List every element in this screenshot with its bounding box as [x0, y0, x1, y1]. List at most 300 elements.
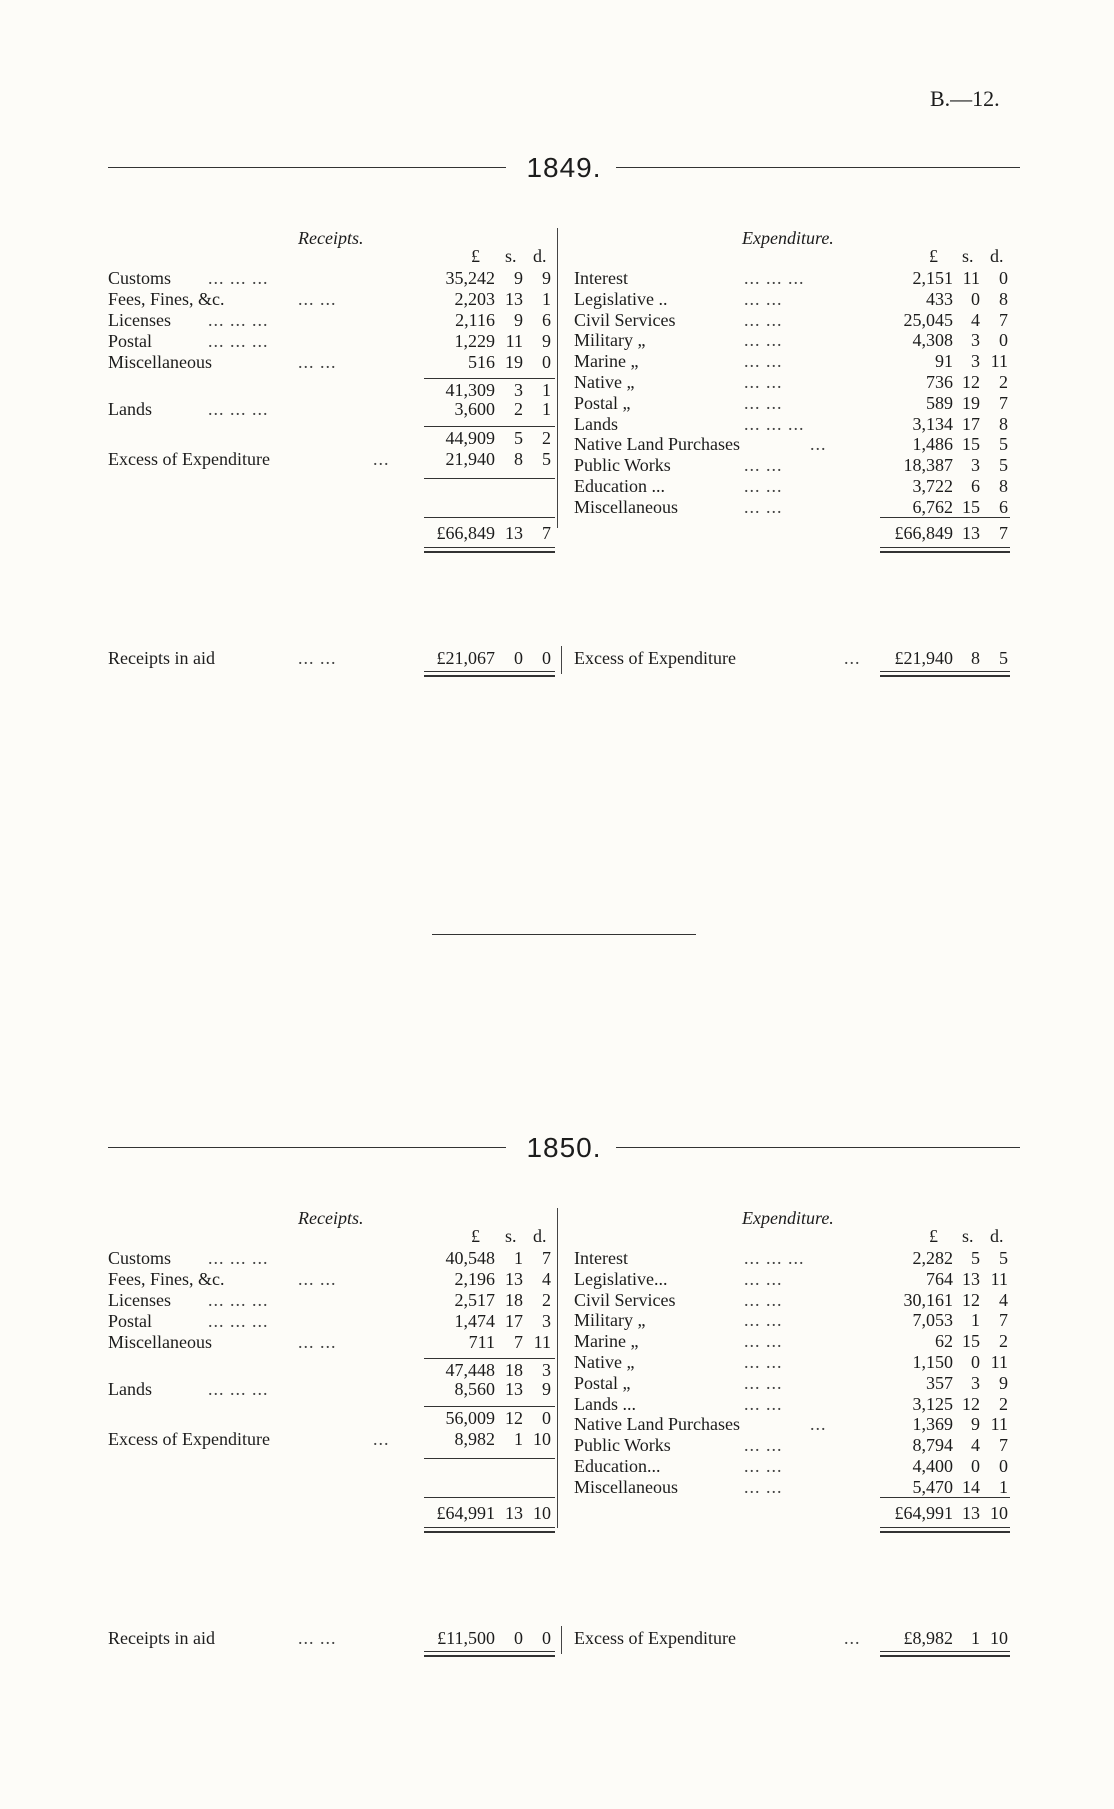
expenditure-amount-pounds: 433	[926, 288, 953, 309]
receipt-label: Lands	[108, 399, 152, 419]
receipt-amount-pounds: 21,940	[445, 449, 495, 469]
expenditure-row	[574, 1414, 1020, 1435]
expenditure-row	[574, 1352, 1020, 1373]
receipt-row	[108, 331, 558, 352]
receipts-title: Receipts.	[298, 228, 364, 248]
receipt-amount-pounds: 8,560	[454, 1379, 495, 1399]
shilling-header: s.	[505, 246, 517, 266]
expenditure-row	[574, 1310, 1020, 1331]
receipt-label: Fees, Fines, &c.	[108, 1269, 225, 1289]
expenditure-amount-pence: 8	[999, 288, 1008, 309]
receipts-in-aid-row	[108, 1628, 558, 1649]
expenditure-amount-pence: 6	[999, 496, 1008, 517]
expenditure-amount-shillings: 9	[971, 1414, 980, 1435]
receipt-amount-shillings: 18	[505, 1290, 523, 1310]
expenditure-amount-pence: 5	[999, 1248, 1008, 1268]
receipts-title: Receipts.	[298, 1208, 364, 1228]
expenditure-label: Education ...	[574, 476, 665, 496]
subtotal-rule	[424, 378, 555, 379]
expenditure-amount-pounds: 589	[926, 392, 953, 413]
expenditure-row	[574, 1456, 1020, 1477]
receipt-row	[108, 1332, 558, 1353]
leader-dots: ... ...	[298, 1332, 337, 1352]
expenditure-amount-pence: 7	[999, 1435, 1008, 1456]
expenditure-amount-shillings: 3	[971, 1372, 980, 1393]
pence-header: d.	[990, 1226, 1004, 1246]
receipt-amount-shillings: 17	[505, 1311, 523, 1331]
expenditure-amount-shillings: 15	[962, 434, 980, 455]
receipt-label: Fees, Fines, &c.	[108, 289, 225, 309]
receipt-row	[108, 1379, 558, 1400]
subtotal-rule	[424, 1358, 555, 1359]
expenditure-amount-pence: 0	[999, 330, 1008, 351]
receipt-amount-shillings: 9	[514, 268, 523, 288]
receipt-amount-pence: 1	[542, 289, 551, 309]
subtotal-rule	[424, 1406, 555, 1407]
receipt-row	[108, 1248, 558, 1269]
money-header-expenditure	[108, 1226, 1020, 1247]
receipt-label: Postal	[108, 331, 153, 351]
leader-dots: ... ...	[744, 1268, 783, 1289]
expenditure-amount-pence: 7	[999, 1310, 1008, 1331]
leader-dots: ... ... ...	[208, 268, 269, 288]
receipt-amount-pence: 1	[542, 399, 551, 419]
expenditure-total	[574, 523, 1020, 544]
total-rule	[880, 517, 1010, 518]
expenditure-amount-pence: 2	[999, 1331, 1008, 1352]
expenditure-label: Legislative...	[574, 1268, 668, 1289]
receipt-amount-pounds: 2,517	[454, 1290, 495, 1310]
expenditure-amount-pounds: 2,282	[912, 1248, 953, 1268]
expenditure-amount-pounds: 764	[926, 1268, 953, 1289]
receipt-amount-pence: 11	[533, 1332, 551, 1352]
expenditure-row	[574, 351, 1020, 372]
excess-double-rule	[880, 671, 1010, 677]
expenditure-label: Civil Services	[574, 309, 676, 330]
leader-dots: ... ... ...	[208, 310, 269, 330]
expenditure-amount-shillings: 15	[962, 1331, 980, 1352]
pound-header: £	[471, 1226, 480, 1246]
leader-dots: ... ... ...	[744, 1248, 805, 1268]
expenditure-amount-pounds: 357	[926, 1372, 953, 1393]
receipts-total	[108, 1503, 558, 1524]
expenditure-total	[574, 1503, 1020, 1524]
receipts-total-amount-pence: 10	[533, 1503, 551, 1523]
money-header-expenditure	[108, 246, 1020, 267]
expenditure-amount-pounds: 3,125	[912, 1393, 953, 1414]
receipt-amount-shillings: 1	[514, 1248, 523, 1268]
excess-amount-pence: 10	[990, 1628, 1008, 1648]
receipts-total-amount-pence: 7	[542, 523, 551, 543]
receipt-row	[108, 310, 558, 331]
expenditure-row	[574, 268, 1020, 289]
receipt-amount-shillings: 12	[505, 1408, 523, 1428]
expenditure-amount-pounds: 1,369	[912, 1414, 953, 1435]
expenditure-amount-pounds: 8,794	[912, 1435, 953, 1456]
receipts-total-amount-shillings: 13	[505, 1503, 523, 1523]
excess-amount-pence: 5	[999, 648, 1008, 668]
expenditure-label: Native Land Purchases	[574, 434, 740, 455]
leader-dots: ... ...	[744, 309, 783, 330]
expenditure-amount-pounds: 4,400	[912, 1456, 953, 1476]
expenditure-amount-shillings: 15	[962, 496, 980, 517]
expenditure-label: Marine „	[574, 1331, 639, 1352]
receipt-row	[108, 1290, 558, 1311]
receipt-amount-pence: 9	[542, 331, 551, 351]
receipt-label: Postal	[108, 1311, 153, 1331]
expenditure-amount-shillings: 0	[971, 288, 980, 309]
leader-dots: ... ... ...	[208, 1379, 269, 1399]
expenditure-amount-pence: 5	[999, 434, 1008, 455]
subtotal-rule	[424, 1458, 555, 1459]
aid-divider	[561, 646, 562, 674]
aid-amount-pence: 0	[542, 1628, 551, 1648]
expenditure-label: Postal „	[574, 1372, 631, 1393]
leader-dots: ... ...	[298, 1269, 337, 1289]
receipt-amount-shillings: 2	[514, 399, 523, 419]
expenditure-row	[574, 1331, 1020, 1352]
leader-dots: ...	[810, 434, 827, 455]
page-reference: B.—12.	[930, 86, 1000, 111]
expenditure-label: Lands ...	[574, 1393, 636, 1414]
excess-label: Excess of Expenditure	[574, 1628, 736, 1648]
receipt-amount-pounds: 44,909	[445, 428, 495, 448]
aid-double-rule	[424, 671, 555, 677]
pound-header: £	[929, 1226, 938, 1246]
expenditure-amount-pounds: 62	[935, 1331, 953, 1352]
total-double-rule	[880, 547, 1010, 553]
receipt-row	[108, 289, 558, 310]
receipt-label: Miscellaneous	[108, 1332, 212, 1352]
expenditure-label: Lands	[574, 413, 618, 434]
expenditure-total-amount-shillings: 13	[962, 1503, 980, 1523]
receipt-amount-pounds: 40,548	[445, 1248, 495, 1268]
expenditure-amount-shillings: 6	[971, 476, 980, 496]
receipt-row	[108, 352, 558, 373]
expenditure-amount-shillings: 3	[971, 455, 980, 476]
expenditure-amount-pence: 11	[990, 351, 1008, 372]
aid-amount-pounds: £11,500	[437, 1628, 495, 1648]
receipt-amount-pounds: 1,474	[454, 1311, 495, 1331]
leader-dots: ...	[373, 449, 390, 469]
expenditure-amount-pounds: 736	[926, 372, 953, 392]
expenditure-row	[574, 1373, 1020, 1394]
receipt-row	[108, 1360, 558, 1381]
expenditure-row	[574, 434, 1020, 455]
expenditure-row	[574, 1269, 1020, 1290]
expenditure-row	[574, 289, 1020, 310]
total-rule	[424, 1497, 555, 1498]
receipts-in-aid-row	[108, 648, 558, 669]
year-title: 1849.	[526, 152, 602, 183]
year-heading-1	[108, 1128, 1020, 1168]
receipt-row	[108, 399, 558, 420]
expenditure-title: Expenditure.	[742, 228, 834, 248]
receipt-amount-pence: 3	[542, 1360, 551, 1380]
expenditure-amount-shillings: 17	[962, 413, 980, 434]
receipt-amount-shillings: 7	[514, 1332, 523, 1352]
total-double-rule	[880, 1527, 1010, 1533]
section-divider	[432, 934, 696, 935]
expenditure-amount-pence: 1	[999, 1476, 1008, 1497]
expenditure-row	[574, 1435, 1020, 1456]
receipt-amount-pounds: 35,242	[445, 268, 495, 288]
receipt-amount-pounds: 2,203	[454, 289, 495, 309]
receipt-row	[108, 449, 558, 470]
expenditure-row	[574, 497, 1020, 518]
receipt-label: Licenses	[108, 1290, 171, 1310]
expenditure-amount-pence: 5	[999, 455, 1008, 476]
receipt-amount-shillings: 18	[505, 1360, 523, 1380]
leader-dots: ... ...	[744, 330, 783, 351]
receipt-amount-shillings: 5	[514, 428, 523, 448]
expenditure-label: Military „	[574, 330, 646, 351]
leader-dots: ... ... ...	[208, 331, 269, 351]
receipt-row	[108, 268, 558, 289]
expenditure-amount-pounds: 3,134	[912, 413, 953, 434]
receipt-amount-shillings: 9	[514, 310, 523, 330]
pence-header: d.	[533, 1226, 547, 1246]
expenditure-amount-shillings: 12	[962, 1393, 980, 1414]
leader-dots: ... ... ...	[208, 1290, 269, 1310]
expenditure-row	[574, 476, 1020, 497]
expenditure-label: Civil Services	[574, 1289, 676, 1310]
receipt-amount-pounds: 516	[468, 352, 495, 372]
expenditure-label: Native „	[574, 1352, 635, 1372]
receipt-label: Excess of Expenditure	[108, 449, 270, 469]
expenditure-amount-pounds: 30,161	[903, 1289, 953, 1310]
expenditure-amount-pounds: 91	[935, 351, 953, 372]
expenditure-label: Education...	[574, 1456, 661, 1476]
expenditure-amount-shillings: 4	[971, 1435, 980, 1456]
expenditure-amount-shillings: 12	[962, 1289, 980, 1310]
receipt-row	[108, 1311, 558, 1332]
leader-dots: ... ...	[298, 1628, 337, 1648]
expenditure-amount-pounds: 25,045	[903, 309, 953, 330]
leader-dots: ... ...	[744, 1310, 783, 1331]
expenditure-amount-pence: 7	[999, 392, 1008, 413]
receipt-amount-pence: 3	[542, 1311, 551, 1331]
leader-dots: ... ...	[744, 1393, 783, 1414]
receipt-row	[108, 1269, 558, 1290]
receipt-amount-pounds: 47,448	[445, 1360, 495, 1380]
receipt-amount-pence: 0	[542, 352, 551, 372]
receipt-amount-pence: 9	[542, 1379, 551, 1399]
aid-amount-shillings: 0	[514, 648, 523, 668]
expenditure-amount-shillings: 11	[962, 268, 980, 288]
expenditure-amount-shillings: 0	[971, 1352, 980, 1372]
expenditure-label: Miscellaneous	[574, 496, 678, 517]
expenditure-amount-pence: 8	[999, 476, 1008, 496]
receipt-amount-shillings: 13	[505, 1269, 523, 1289]
expenditure-amount-shillings: 13	[962, 1268, 980, 1289]
receipt-amount-pence: 5	[542, 449, 551, 469]
expenditure-row	[574, 1477, 1020, 1498]
expenditure-label: Native „	[574, 372, 635, 392]
shilling-header: s.	[505, 1226, 517, 1246]
receipt-amount-shillings: 1	[514, 1429, 523, 1449]
expenditure-amount-pounds: 6,762	[912, 496, 953, 517]
expenditure-row	[574, 393, 1020, 414]
aid-label: Receipts in aid	[108, 1628, 215, 1648]
receipt-amount-pounds: 8,982	[454, 1429, 495, 1449]
expenditure-row	[574, 1394, 1020, 1415]
receipt-amount-pence: 0	[542, 1408, 551, 1428]
leader-dots: ... ...	[744, 476, 783, 496]
expenditure-label: Marine „	[574, 351, 639, 372]
receipt-amount-pounds: 2,116	[455, 310, 495, 330]
pence-header: d.	[990, 246, 1004, 266]
expenditure-label: Interest	[574, 1248, 628, 1268]
expenditure-row	[574, 330, 1020, 351]
expenditure-label: Public Works	[574, 1435, 671, 1456]
receipt-amount-pence: 6	[542, 310, 551, 330]
aid-amount-pounds: £21,067	[436, 648, 495, 668]
receipt-amount-shillings: 8	[514, 449, 523, 469]
subtotal-rule	[424, 426, 555, 427]
expenditure-label: Legislative ..	[574, 288, 668, 309]
expenditure-amount-shillings: 4	[971, 309, 980, 330]
expenditure-total-amount-pence: 7	[999, 523, 1008, 543]
excess-amount-shillings: 1	[971, 1628, 980, 1648]
expenditure-row	[574, 414, 1020, 435]
leader-dots: ... ... ...	[208, 1311, 269, 1331]
receipt-amount-shillings: 3	[514, 380, 523, 400]
shilling-header: s.	[962, 246, 974, 266]
aid-label: Receipts in aid	[108, 648, 215, 668]
expenditure-amount-shillings: 3	[971, 351, 980, 372]
leader-dots: ... ...	[744, 1352, 783, 1372]
leader-dots: ... ... ...	[744, 413, 805, 434]
expenditure-total-amount-pence: 10	[990, 1503, 1008, 1523]
expenditure-amount-pounds: 1,150	[912, 1352, 953, 1372]
expenditure-amount-pence: 8	[999, 413, 1008, 434]
expenditure-row	[574, 1248, 1020, 1269]
receipt-row	[108, 380, 558, 401]
aid-amount-pence: 0	[542, 648, 551, 668]
expenditure-row	[574, 310, 1020, 331]
receipt-amount-shillings: 13	[505, 1379, 523, 1399]
expenditure-label: Military „	[574, 1310, 646, 1331]
expenditure-amount-shillings: 1	[971, 1310, 980, 1331]
receipt-amount-pounds: 3,600	[454, 399, 495, 419]
expenditure-amount-pounds: 18,387	[903, 455, 953, 476]
leader-dots: ...	[810, 1414, 827, 1435]
expenditure-title: Expenditure.	[742, 1208, 834, 1228]
receipt-amount-pence: 2	[542, 428, 551, 448]
receipt-amount-shillings: 13	[505, 289, 523, 309]
expenditure-label: Postal „	[574, 392, 631, 413]
total-double-rule	[424, 547, 555, 553]
expenditure-amount-shillings: 19	[962, 392, 980, 413]
expenditure-amount-pence: 2	[999, 372, 1008, 392]
excess-amount-shillings: 8	[971, 648, 980, 668]
expenditure-amount-shillings: 5	[971, 1248, 980, 1268]
expenditure-row	[574, 372, 1020, 393]
receipt-label: Licenses	[108, 310, 171, 330]
receipts-total-amount-pounds: £64,991	[436, 1503, 495, 1523]
leader-dots: ... ...	[744, 1289, 783, 1310]
expenditure-amount-shillings: 12	[962, 372, 980, 392]
leader-dots: ... ...	[744, 496, 783, 517]
expenditure-amount-pence: 11	[990, 1414, 1008, 1435]
receipt-row	[108, 428, 558, 449]
leader-dots: ... ...	[744, 1435, 783, 1456]
leader-dots: ... ...	[298, 352, 337, 372]
excess-amount-pounds: £8,982	[903, 1628, 953, 1648]
receipt-amount-shillings: 19	[505, 352, 523, 372]
excess-row	[574, 1628, 1020, 1649]
expenditure-amount-pence: 2	[999, 1393, 1008, 1414]
expenditure-amount-pence: 9	[999, 1372, 1008, 1393]
expenditure-amount-pence: 11	[990, 1268, 1008, 1289]
shilling-header: s.	[962, 1226, 974, 1246]
leader-dots: ... ...	[744, 1476, 783, 1497]
receipt-label: Customs	[108, 268, 172, 288]
accounts-section-1	[108, 1208, 1020, 1668]
expenditure-amount-shillings: 0	[971, 1456, 980, 1476]
receipt-amount-pence: 2	[542, 1290, 551, 1310]
leader-dots: ... ...	[744, 372, 783, 392]
receipt-amount-pence: 1	[542, 380, 551, 400]
aid-double-rule	[424, 1651, 555, 1657]
receipt-amount-pounds: 1,229	[454, 331, 495, 351]
pound-header: £	[929, 246, 938, 266]
leader-dots: ... ...	[744, 1331, 783, 1352]
leader-dots: ... ...	[298, 289, 337, 309]
expenditure-row	[574, 455, 1020, 476]
receipt-row	[108, 1408, 558, 1429]
expenditure-amount-shillings: 14	[962, 1476, 980, 1497]
total-double-rule	[424, 1527, 555, 1533]
receipt-amount-shillings: 11	[505, 331, 523, 351]
receipt-amount-pence: 4	[542, 1269, 551, 1289]
expenditure-total-amount-shillings: 13	[962, 523, 980, 543]
expenditure-amount-pence: 4	[999, 1289, 1008, 1310]
receipts-total-amount-shillings: 13	[505, 523, 523, 543]
aid-divider	[561, 1626, 562, 1654]
accounts-section-0	[108, 228, 1020, 688]
receipts-total	[108, 523, 558, 544]
leader-dots: ...	[373, 1429, 390, 1449]
excess-row	[574, 648, 1020, 669]
pound-header: £	[471, 246, 480, 266]
receipt-amount-pounds: 711	[468, 1332, 495, 1352]
expenditure-amount-shillings: 3	[971, 330, 980, 351]
receipt-amount-pence: 9	[542, 268, 551, 288]
leader-dots: ... ... ...	[208, 1248, 269, 1268]
expenditure-amount-pounds: 3,722	[912, 476, 953, 496]
leader-dots: ... ...	[298, 648, 337, 668]
aid-amount-shillings: 0	[514, 1628, 523, 1648]
receipt-amount-pence: 7	[542, 1248, 551, 1268]
excess-amount-pounds: £21,940	[894, 648, 953, 668]
expenditure-amount-pounds: 5,470	[912, 1476, 953, 1497]
leader-dots: ... ... ...	[744, 268, 805, 288]
leader-dots: ...	[844, 1628, 861, 1648]
leader-dots: ... ...	[744, 1372, 783, 1393]
receipt-amount-pence: 10	[533, 1429, 551, 1449]
leader-dots: ... ... ...	[208, 399, 269, 419]
excess-double-rule	[880, 1651, 1010, 1657]
expenditure-total-amount-pounds: £66,849	[894, 523, 953, 543]
expenditure-label: Public Works	[574, 455, 671, 476]
expenditure-label: Native Land Purchases	[574, 1414, 740, 1435]
total-rule	[880, 1497, 1010, 1498]
receipt-amount-pounds: 56,009	[445, 1408, 495, 1428]
expenditure-label: Interest	[574, 268, 628, 288]
leader-dots: ... ...	[744, 392, 783, 413]
